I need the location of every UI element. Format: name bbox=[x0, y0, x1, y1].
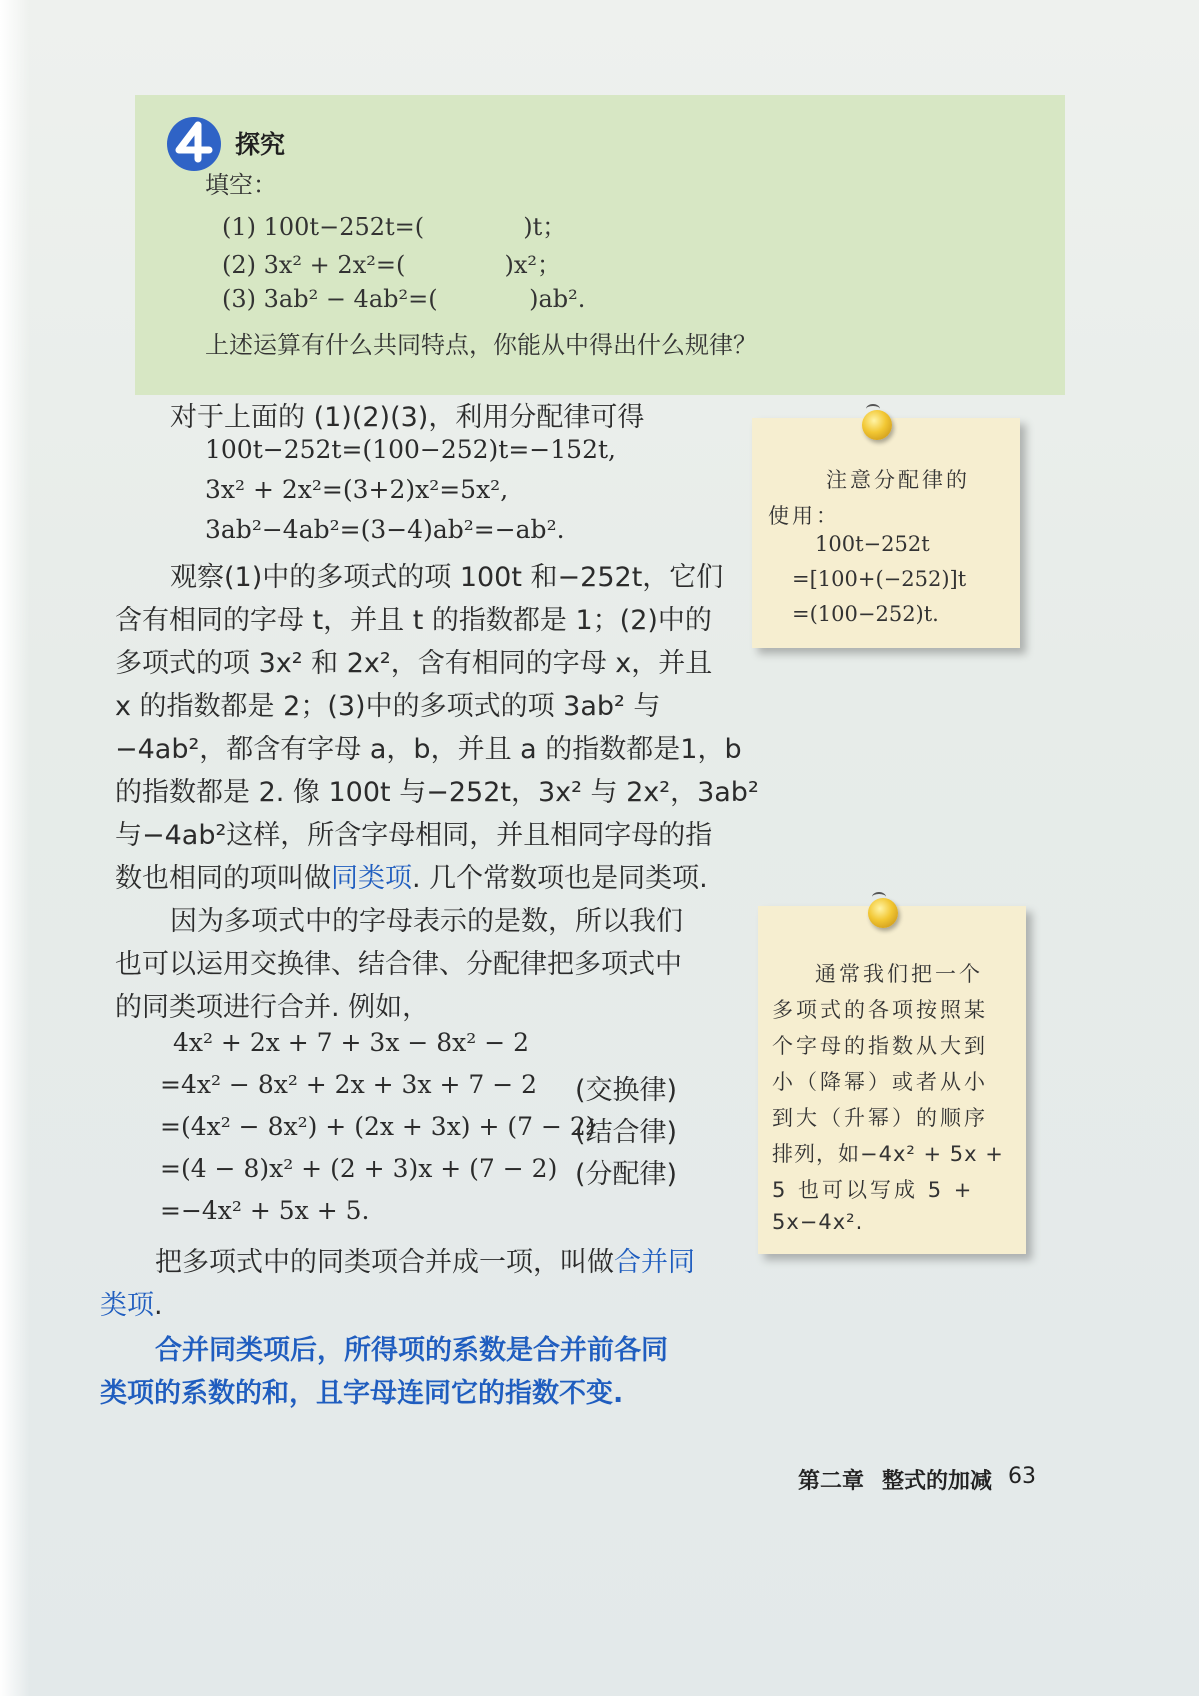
note2-line-7: 5 也可以写成 5 + bbox=[772, 1178, 975, 1202]
note2-line-8: 5x−4x². bbox=[772, 1210, 864, 1234]
explore-prompt: 填空： bbox=[205, 171, 277, 199]
explore-question: 上述运算有什么共同特点，你能从中得出什么规律？ bbox=[205, 331, 757, 359]
explore-item-3: (3) 3ab² − 4ab²=( )ab². bbox=[222, 285, 586, 313]
note2-line-3: 个字母的指数从大到 bbox=[772, 1034, 988, 1058]
para1-line-3: 多项式的项 3x² 和 2x²，含有相同的字母 x，并且 bbox=[115, 648, 713, 679]
definition-prefix: 把多项式中的同类项合并成一项，叫做 bbox=[155, 1247, 614, 1278]
definition-line-2 bbox=[100, 1283, 163, 1322]
note1-math-3: =(100−252)t. bbox=[792, 602, 939, 626]
equation-1: 100t−252t=(100−252)t=−152t, bbox=[205, 435, 616, 464]
explore-item-1: (1) 100t−252t=( )t； bbox=[222, 213, 567, 241]
pin-icon bbox=[862, 410, 892, 440]
note1-math-2: =[100+(−252)]t bbox=[792, 567, 967, 591]
definition-line-1 bbox=[155, 1240, 695, 1279]
rule-line-2: 类项的系数的和，且字母连同它的指数不变. bbox=[100, 1378, 624, 1409]
example-line-5: =−4x² + 5x + 5. bbox=[160, 1196, 370, 1225]
page-binding-shadow bbox=[0, 0, 30, 1696]
intro-text: 对于上面的 (1)(2)(3)，利用分配律可得 bbox=[170, 402, 645, 433]
example-line-2: =4x² − 8x² + 2x + 3x + 7 − 2 bbox=[160, 1070, 538, 1099]
law-commutative: (交换律) bbox=[575, 1075, 678, 1106]
note1-line-1: 注意分配律的 bbox=[826, 468, 970, 492]
law-associative: (结合律) bbox=[575, 1117, 678, 1148]
footer-title: 整式的加减 bbox=[882, 1469, 993, 1494]
para1-line-4: x 的指数都是 2；(3)中的多项式的项 3ab² 与 bbox=[115, 691, 661, 722]
para2-line-2: 也可以运用交换律、结合律、分配律把多项式中 bbox=[115, 949, 682, 980]
note2-line-6: 排列，如−4x² + 5x + bbox=[772, 1142, 1004, 1166]
term-combine-1: 合并同 bbox=[614, 1247, 695, 1278]
note1-math-1: 100t−252t bbox=[815, 532, 930, 556]
para1-last-suffix: . 几个常数项也是同类项. bbox=[412, 863, 708, 894]
rule-line-1: 合并同类项后，所得项的系数是合并前各同 bbox=[155, 1335, 668, 1366]
para1-line-7: 与−4ab²这样，所含字母相同，并且相同字母的指 bbox=[115, 820, 713, 851]
term-combine-2: 类项 bbox=[100, 1290, 154, 1321]
para1-line-8 bbox=[115, 856, 708, 895]
example-line-3: =(4x² − 8x²) + (2x + 3x) + (7 − 2) bbox=[160, 1112, 596, 1141]
note1-line-2: 使用： bbox=[768, 504, 840, 528]
equation-2: 3x² + 2x²=(3+2)x²=5x², bbox=[205, 475, 509, 504]
para2-line-3: 的同类项进行合并. 例如， bbox=[115, 992, 430, 1023]
example-line-4: =(4 − 8)x² + (2 + 3)x + (7 − 2) bbox=[160, 1154, 558, 1183]
equation-3: 3ab²−4ab²=(3−4)ab²=−ab². bbox=[205, 515, 565, 544]
definition-end: . bbox=[154, 1290, 163, 1321]
term-like-terms: 同类项 bbox=[331, 863, 412, 894]
para1-line-5: −4ab²，都含有字母 a，b，并且 a 的指数都是1，b bbox=[115, 734, 742, 765]
explore-item-2: (2) 3x² + 2x²=( )x²； bbox=[222, 251, 562, 279]
note2-line-5: 到大（升幂）的顺序 bbox=[772, 1106, 988, 1130]
para1-last-prefix: 数也相同的项叫做 bbox=[115, 863, 331, 894]
para1-line-1: 观察(1)中的多项式的项 100t 和−252t，它们 bbox=[170, 562, 724, 593]
footer-chapter: 第二章 bbox=[798, 1469, 865, 1494]
example-line-1: 4x² + 2x + 7 + 3x − 8x² − 2 bbox=[165, 1028, 530, 1057]
note2-line-1: 通常我们把一个 bbox=[815, 962, 983, 986]
law-distributive: (分配律) bbox=[575, 1159, 678, 1190]
explore-title: 探究 bbox=[235, 130, 286, 159]
note2-line-2: 多项式的各项按照某 bbox=[772, 998, 988, 1022]
para1-line-2: 含有相同的字母 t，并且 t 的指数都是 1；(2)中的 bbox=[115, 605, 712, 636]
para2-line-1: 因为多项式中的字母表示的是数，所以我们 bbox=[170, 906, 683, 937]
page-number: 63 bbox=[1008, 1464, 1036, 1489]
para1-line-6: 的指数都是 2. 像 100t 与−252t，3x² 与 2x²，3ab² bbox=[115, 777, 759, 808]
note2-line-4: 小（降幂）或者从小 bbox=[772, 1070, 988, 1094]
pin-icon bbox=[868, 898, 898, 928]
